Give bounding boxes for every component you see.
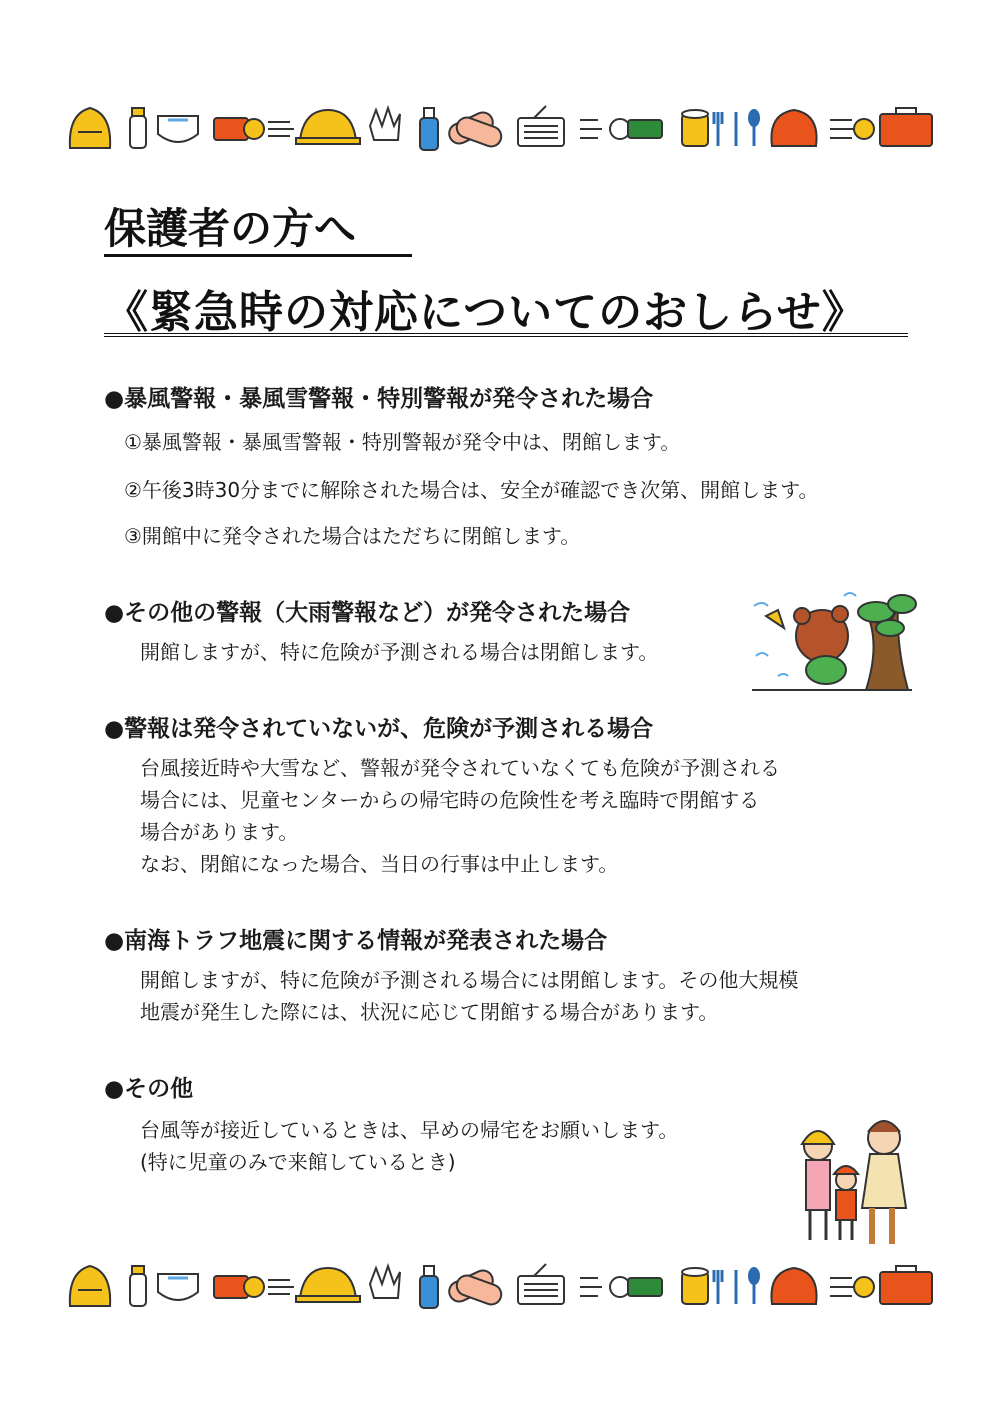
radio-icon [518,106,564,146]
glove-icon [370,1266,400,1298]
body-line: 開館しますが、特に危険が予測される場合は閉館します。 [140,640,659,664]
title-underline [104,254,412,257]
flashlight-icon [830,119,874,139]
bag-icon [771,110,816,146]
glove-icon [370,108,400,140]
canned-food-icon [682,110,708,146]
section-heading-other: ●その他 [104,1076,194,1102]
section-body [140,1114,678,1178]
section-body [140,964,798,1028]
flashlight-icon [214,1276,294,1298]
body-line: 開館しますが、特に危険が予測される場合には閉館します。その他大規模 [140,968,799,992]
adult-and-child-icon [788,1116,918,1250]
list-item: ①暴風警報・暴風雪警報・特別警報が発令中は、閉館します。 [124,430,681,454]
bag-icon [771,1268,816,1304]
body-line: 台風接近時や大雪など、警報が発令されていなくても危険が予測される [140,756,780,780]
body-line: なお、閉館になった場合、当日の行事は中止します。 [140,852,619,876]
page-title: 保護者の方へ [104,204,357,253]
utensils-icon [714,1267,760,1304]
section-heading-warnings: ●暴風警報・暴風雪警報・特別警報が発令された場合 [104,386,654,412]
utensils-icon [714,109,760,146]
section-heading-predicted-danger: ●警報は発令されていないが、危険が予測される場合 [104,716,654,742]
baby-bottle-icon [130,1266,146,1306]
radio-icon [518,1264,564,1304]
body-line: 地震が発生した際には、状況に応じて閉館する場合があります。 [140,1000,719,1024]
flashlight-icon [580,119,662,139]
backpack-icon [70,108,110,148]
section-heading-other-warnings: ●その他の警報（大雨警報など）が発令された場合 [104,600,631,626]
body-line: (特に児童のみで来館しているとき) [140,1150,456,1174]
diaper-icon [158,116,198,142]
list-item: ③開館中に発令された場合はただちに閉館します。 [124,524,581,548]
water-bottle-icon [420,108,438,150]
bandage-icon [446,1267,504,1307]
section-body [140,636,658,668]
first-aid-box-icon [880,108,932,146]
flashlight-icon [580,1277,662,1297]
top-decorative-border [64,96,936,156]
section-heading-nankai-trough: ●南海トラフ地震に関する情報が発表された場合 [104,928,608,954]
water-bottle-icon [420,1266,438,1308]
canned-food-icon [682,1268,708,1304]
list-item: ②午後3時30分までに解除された場合は、安全が確認でき次第、開館します。 [124,478,819,502]
body-line: 場合には、児童センターからの帰宅時の危険性を考え臨時で閉館する [140,788,760,812]
subtitle-underline [104,333,908,341]
bear-in-storm-icon [748,586,920,694]
helmet-icon [296,1268,360,1302]
page-subtitle: 《緊急時の対応についてのおしらせ》 [104,287,867,338]
baby-bottle-icon [130,108,146,148]
flashlight-icon [214,118,294,140]
body-line: 台風等が接近しているときは、早めの帰宅をお願いします。 [140,1118,679,1142]
diaper-icon [158,1274,198,1300]
bottom-decorative-border [64,1254,936,1314]
helmet-icon [296,110,360,144]
body-line: 場合があります。 [140,820,299,844]
bandage-icon [446,109,504,149]
first-aid-box-icon [880,1266,932,1304]
flashlight-icon [830,1277,874,1297]
section-body [140,752,780,880]
backpack-icon [70,1266,110,1306]
